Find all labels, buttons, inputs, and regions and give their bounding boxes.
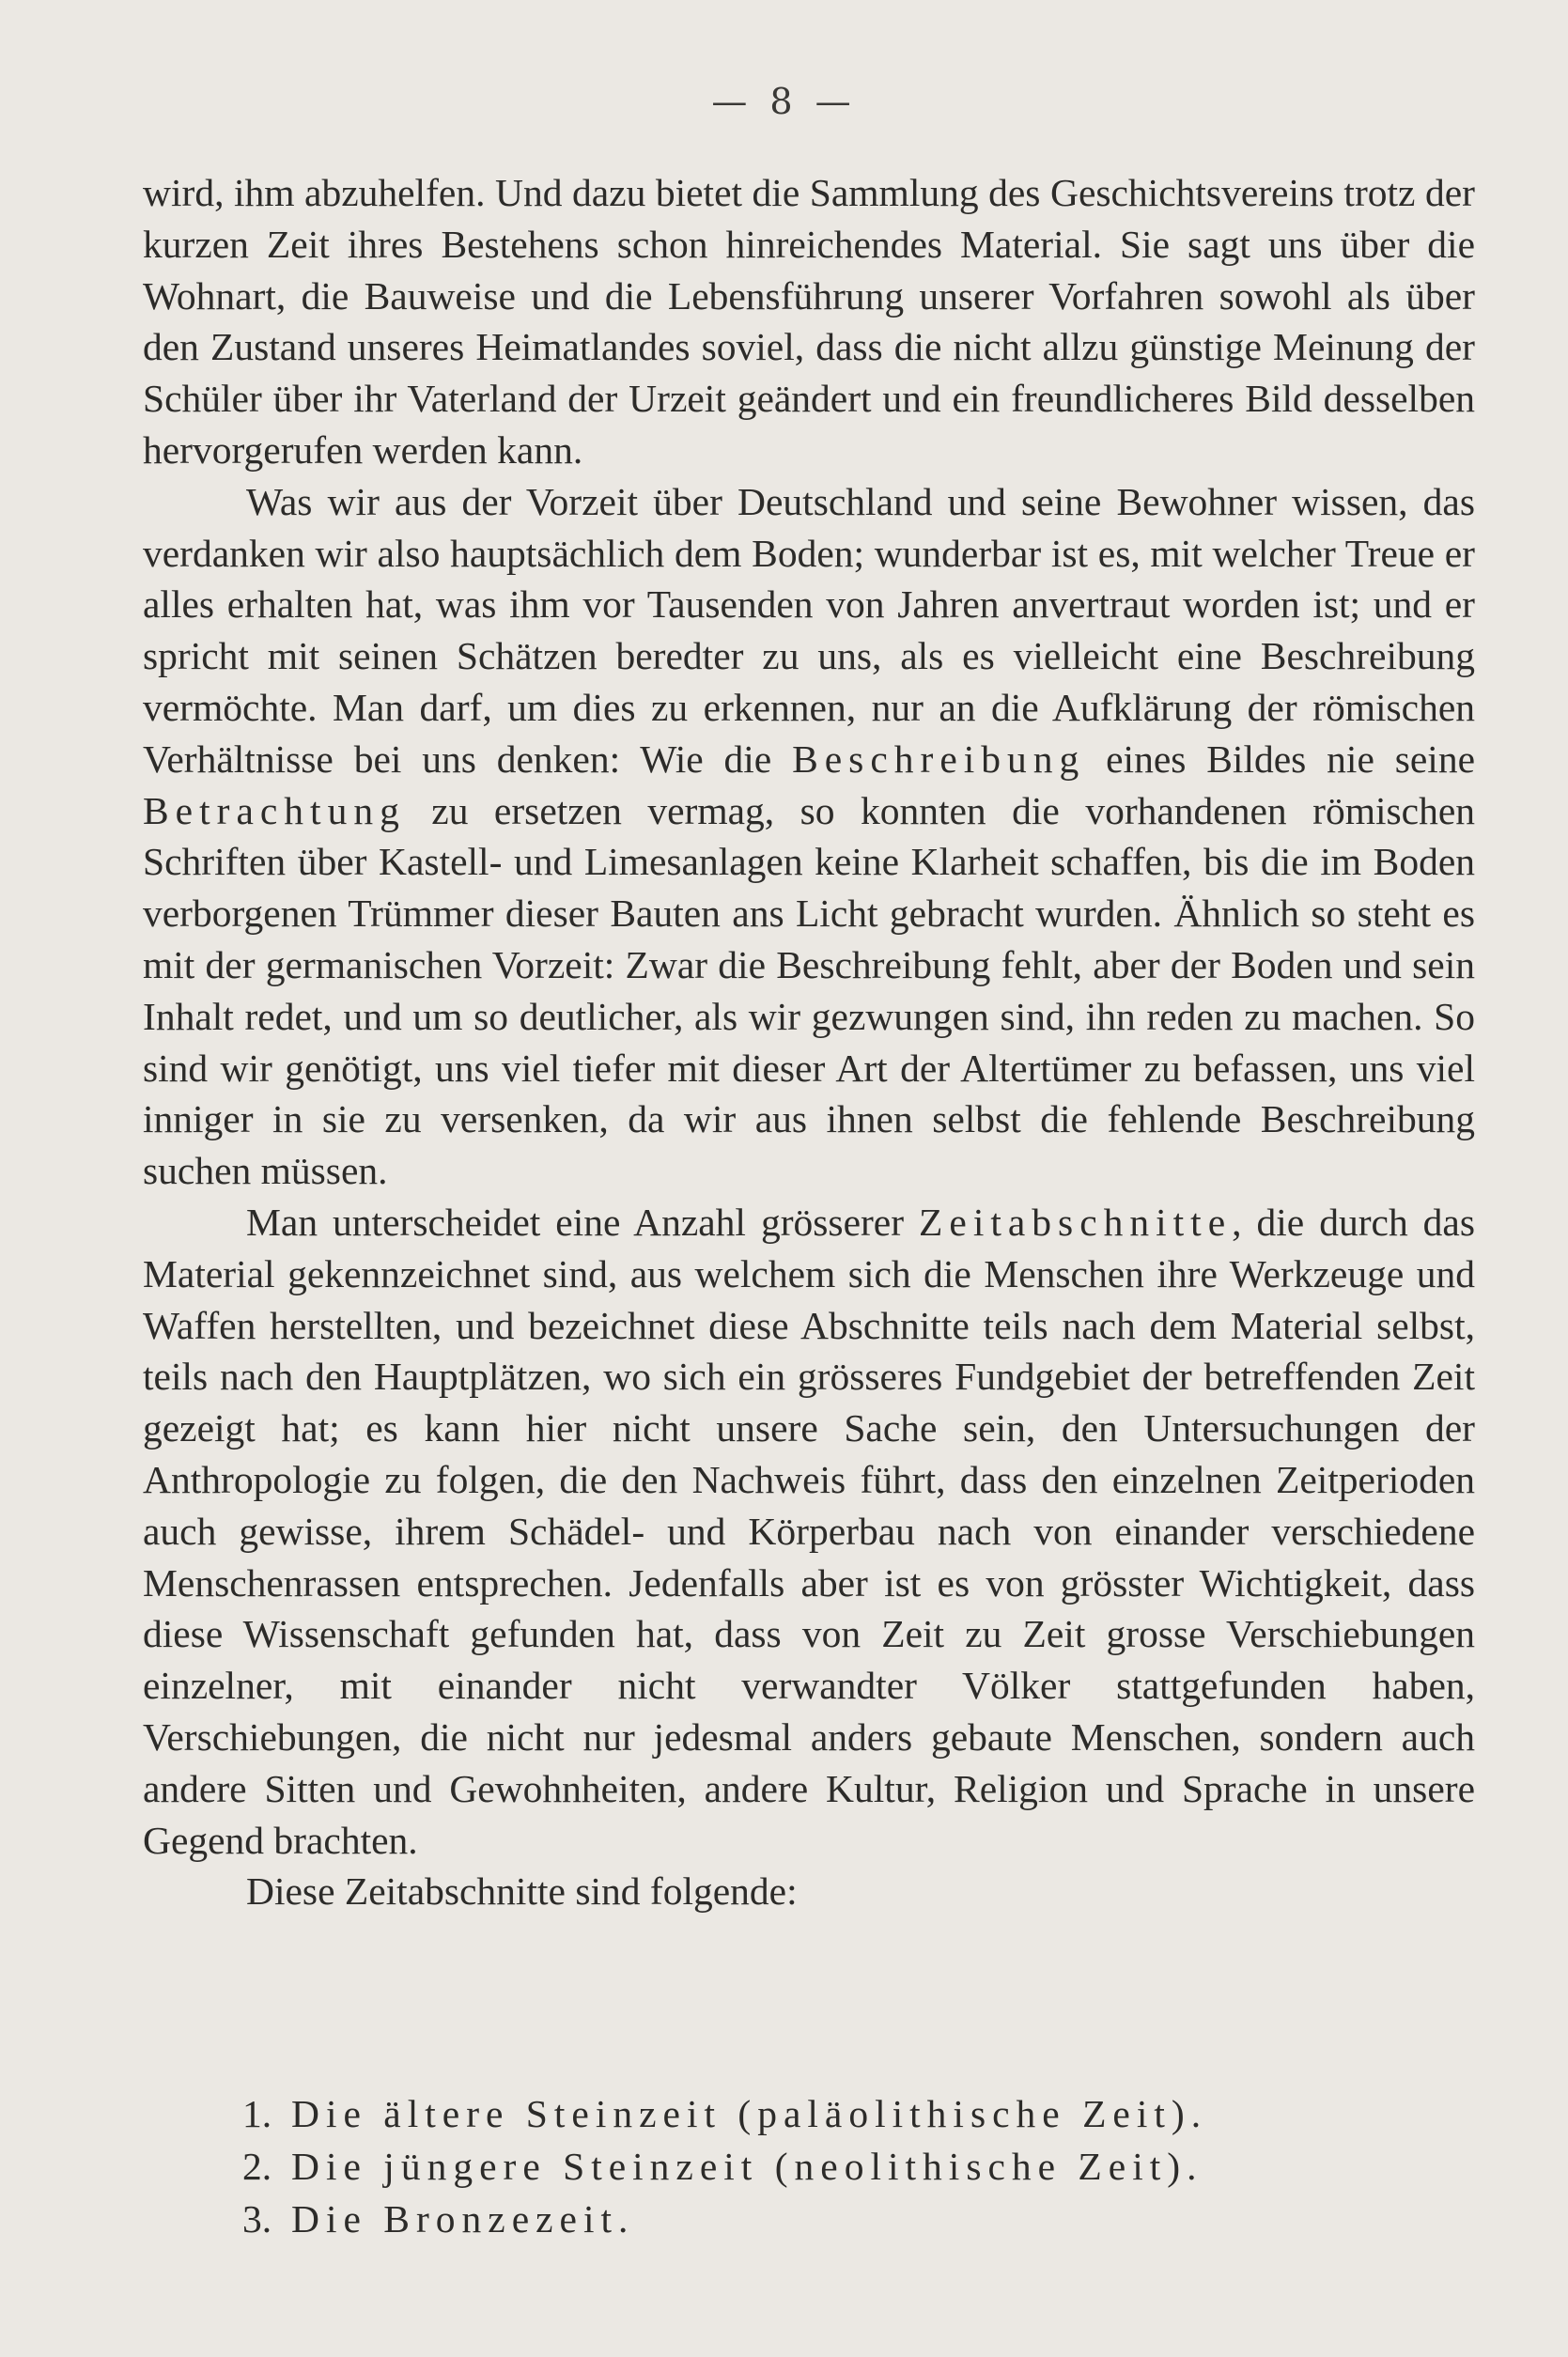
list-item-number: 3.	[242, 2197, 272, 2241]
emphasis-betrachtung: Betrachtung	[143, 788, 406, 832]
list-item	[242, 2087, 1417, 2140]
paragraph-2	[143, 476, 1475, 1197]
page-number: — 8 —	[711, 81, 857, 122]
emphasis-beschreibung: Beschreibung	[792, 737, 1086, 781]
paragraph-2-text-a: Was wir aus der Vorzeit über Deutschland und seine Bewohner wissen, das verdanken wir also hauptsächlich dem Boden; wunderbar ist es, mit welcher Treue er alles erhalten hat, was ihm vor Tausenden von Jahren anvertraut worden ist; und er spricht mit seinen Schätzen beredter zu uns, als es vielleicht eine Beschreibung vermöchte. Man darf, um dies zu erkennen, nur an die Aufklärung der römischen Verhältnisse bei uns denken: Wie die	[143, 479, 1475, 781]
period-list	[242, 2087, 1417, 2245]
paragraph-3-text-a: Man unterscheidet eine Anzahl grösserer	[246, 1200, 920, 1244]
paragraph-1: wird, ihm abzuhelfen. Und dazu bietet die Sammlung des Geschichtsvereins trotz der kurzen Zeit ihres Bestehens schon hinreichendes Material. Sie sagt uns über die Wohnart, die Bauweise und die Lebensführung unserer Vorfahren sowohl als über den Zustand unseres Heimatlandes soviel, dass die nicht allzu günstige Meinung der Schüler über ihr Vaterland der Urzeit geändert und ein freundlicheres Bild desselben hervorgerufen werden kann.	[143, 171, 1475, 472]
list-item-number: 2.	[242, 2145, 272, 2188]
list-item-note: (paläolithische Zeit).	[722, 2092, 1208, 2135]
list-item-label: Die Bronzezeit.	[291, 2197, 635, 2241]
paragraph-3	[143, 1197, 1475, 1866]
list-item	[242, 2193, 1417, 2245]
list-item-label: Die jüngere Steinzeit	[291, 2145, 759, 2188]
body-text	[143, 167, 1475, 1917]
list-item	[242, 2140, 1417, 2193]
list-item-number: 1.	[242, 2092, 272, 2135]
list-intro: Diese Zeitabschnitte sind folgende:	[246, 1869, 798, 1914]
list-item-label: Die ältere Steinzeit	[291, 2092, 722, 2135]
paragraph-2-text-c: zu ersetzen vermag, so konnten die vorhandenen römischen Schriften über Kastell- und Limesanlagen keine Klarheit schaffen, bis die im Boden verborgenen Trümmer dieser Bauten ans Licht gebracht wurden. Ähnlich so steht es mit der germanischen Vorzeit: Zwar die Beschreibung fehlt, aber der Boden und sein Inhalt redet, und um so deutlicher, als wir gezwungen sind, ihn reden zu machen. So sind wir genötigt, uns viel tiefer mit dieser Art der Altertümer zu befassen, uns viel inniger in sie zu versenken, da wir aus ihnen selbst die fehlende Beschreibung suchen müssen.	[143, 788, 1475, 1193]
emphasis-zeitabschnitte: Zeitabschnitte	[919, 1200, 1233, 1244]
paragraph-2-text-b: eines Bildes nie seine	[1085, 737, 1475, 781]
paragraph-3-text-b: , die durch das Material gekennzeichnet sind, aus welchem sich die Menschen ihre Werkzeuge und Waffen herstellten, und bezeichnet diese Abschnitte teils nach dem Material selbst, teils nach den Hauptplätzen, wo sich ein grösseres Fundgebiet der betreffenden Zeit gezeigt hat; es kann hier nicht unsere Sache sein, den Untersuchungen der Anthropologie zu folgen, die den Nachweis führt, dass den einzelnen Zeitperioden auch gewisse, ihrem Schädel- und Körperbau nach von einander verschiedene Menschenrassen entsprechen. Jedenfalls aber ist es von grösster Wichtigkeit, dass diese Wissenschaft gefunden hat, dass von Zeit zu Zeit grosse Verschiebungen einzelner, mit einander nicht verwandter Völker stattgefunden haben, Verschiebungen, die nicht nur jedesmal anders gebaute Menschen, sondern auch andere Sitten und Gewohnheiten, andere Kultur, Religion und Sprache in unsere Gegend brachten.	[143, 1200, 1476, 1862]
list-item-note: (neolithische Zeit).	[758, 2145, 1203, 2188]
